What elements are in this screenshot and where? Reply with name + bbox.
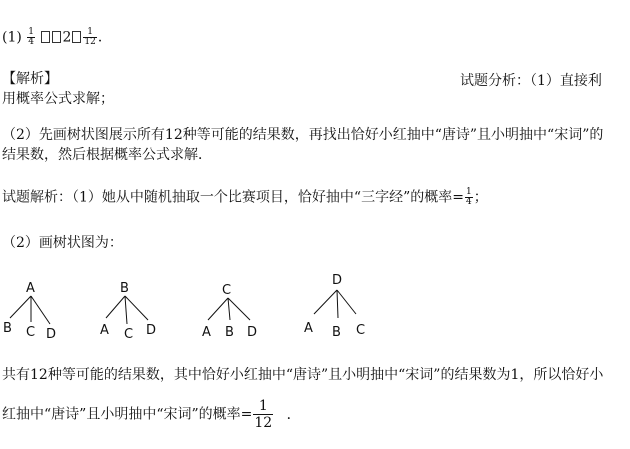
tree-2-child-1: A — [100, 323, 109, 338]
fraction-one-twelfth — [83, 28, 96, 47]
answer-end: ． — [97, 29, 112, 46]
tree-branch — [337, 290, 338, 318]
tree-2-root: B — [120, 281, 129, 296]
analysis-line-2: 用概率公式求解； — [2, 91, 114, 107]
missing-glyph-box — [52, 31, 61, 43]
tree-4-child-1: A — [304, 321, 313, 336]
fraction-numerator: 1 — [28, 27, 35, 37]
answer-prefix: (1) — [2, 29, 27, 46]
tree-branch — [314, 290, 337, 314]
fraction-denominator: 12 — [254, 415, 273, 431]
tree-branch — [337, 290, 356, 314]
solution-line-4-text: 红抽中“唐诗”且小明抽中“宋词”的概率= — [2, 406, 253, 423]
tree-branch — [125, 296, 148, 320]
fraction-numerator: 1 — [465, 187, 472, 197]
missing-glyph-box — [72, 31, 81, 43]
fraction-one-twelfth — [253, 398, 273, 431]
solution-line-3: 共有12种等可能的结果数，其中恰好小红抽中“唐诗”且小明抽中“宋词”的结果数为1，所以恰好小 — [2, 367, 604, 383]
solution-line-1-suffix: ； — [473, 189, 488, 206]
analysis-heading: 【解析】 — [2, 71, 58, 87]
tree-branch — [125, 296, 127, 324]
solution-line-4 — [2, 398, 301, 431]
tree-4-child-2: B — [332, 325, 341, 340]
solution-line-2: （2）画树状图为： — [2, 235, 123, 251]
tree-1-child-2: C — [26, 325, 36, 340]
tree-branch — [106, 296, 125, 318]
solution-line-4-suffix: ． — [286, 406, 301, 423]
tree-1-root: A — [26, 281, 35, 296]
tree-diagram — [0, 272, 630, 352]
fraction-denominator: 12 — [84, 37, 96, 47]
tree-branch — [10, 296, 31, 318]
tree-4-root: D — [332, 273, 343, 288]
tree-3-child-3: D — [247, 325, 258, 340]
tree-branch — [228, 298, 250, 320]
tree-2 — [100, 281, 156, 342]
fraction-one-quarter — [27, 28, 35, 47]
tree-2-child-2: C — [124, 327, 134, 342]
tree-branch — [31, 296, 50, 324]
tree-1-child-3: D — [46, 327, 57, 342]
analysis-right-text: 试题分析：（1）直接利 — [460, 73, 602, 89]
analysis-line-4: 结果数，然后根据概率公式求解． — [2, 147, 212, 163]
fraction-denominator: 4 — [28, 37, 35, 47]
tree-3-child-2: B — [225, 325, 234, 340]
tree-branch — [208, 298, 228, 320]
solution-line-1 — [2, 188, 488, 207]
tree-4-child-3: C — [356, 323, 366, 338]
answer-middle: 2 — [62, 29, 72, 46]
tree-2-child-3: D — [146, 323, 157, 338]
tree-3-root: C — [222, 283, 232, 298]
answer-line — [2, 28, 112, 47]
analysis-line-3: （2）先画树状图展示所有12种等可能的结果数，再找出恰好小红抽中“唐诗”且小明抽中“宋词”的 — [2, 127, 604, 143]
tree-4 — [304, 273, 365, 340]
fraction-one-quarter — [465, 188, 473, 207]
tree-3-child-1: A — [202, 325, 211, 340]
tree-branch — [228, 298, 230, 320]
fraction-numerator: 1 — [83, 28, 96, 38]
tree-1-child-1: B — [3, 321, 12, 336]
tree-1 — [3, 281, 56, 342]
fraction-denominator: 4 — [465, 197, 472, 207]
tree-3 — [202, 283, 257, 340]
fraction-numerator: 1 — [253, 398, 273, 415]
missing-glyph-box — [41, 31, 50, 43]
solution-line-1-text: 试题解析：（1）她从中随机抽取一个比赛项目，恰好抽中“三字经”的概率= — [2, 189, 464, 206]
